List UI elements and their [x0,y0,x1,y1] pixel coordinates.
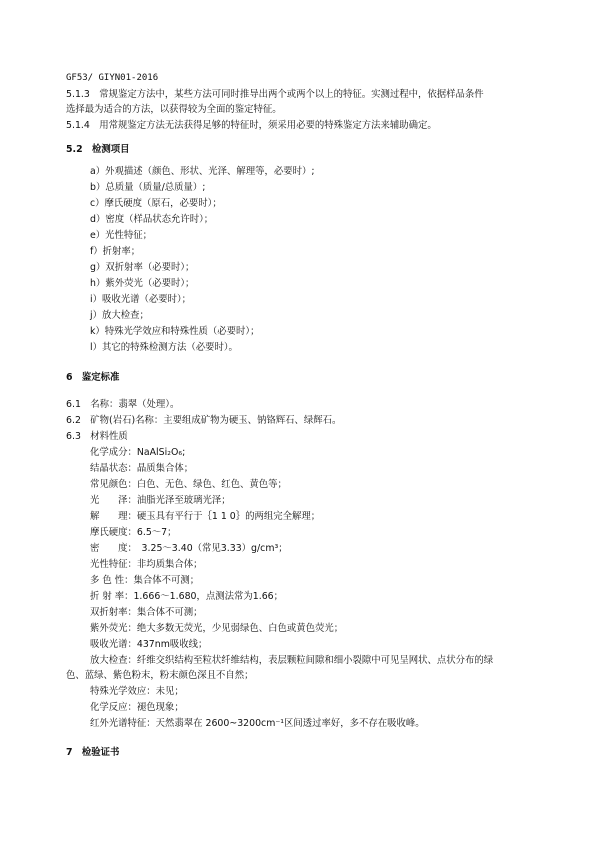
property-line: 光性特征：非均质集合体； [90,559,203,570]
property-line: 密 度： 3.25～3.40（常见3.33）g/cm³； [90,543,288,554]
property-line: 折 射 率：1.666～1.680，点测法常为1.66； [90,591,284,602]
property-line: 化学反应：褪色现象； [90,702,184,713]
property-line: 解 理：硬玉具有平行于｛1 1 0｝的两组完全解理； [90,511,321,522]
property-line: 光 泽：油脂光泽至玻璃光泽； [90,495,231,506]
para-5-1-3-line2: 选择最为适合的方法，以获得较为全面的鉴定特征。 [66,104,282,115]
list-item: b）总质量（质量/总质量）; [90,182,206,193]
property-line: 多 色 性：集合体不可测； [90,575,200,586]
property-line: 吸收光谱：437nm吸收线； [90,639,208,650]
heading-6: 6 鉴定标准 [66,372,120,383]
list-item: f）折射率； [90,246,141,257]
property-line: 摩氏硬度：6.5～7； [90,527,177,538]
list-item: i）吸收光谱（必要时）； [90,294,192,305]
list-item: a）外观描述（颜色、形状、光泽、解理等，必要时）; [90,166,315,177]
heading-6-3: 6.3 材料性质 [66,431,128,442]
property-line: 双折射率：集合体不可测； [90,607,203,618]
property-line: 特殊光学效应：未见； [90,686,184,697]
document-code: GF53/ GIYN01-2016 [66,73,159,83]
magnify-line1: 放大检查：纤维交织结构至粒状纤维结构，表层颗粒间隙和细小裂隙中可见呈网状、点状分布的绿 [90,655,494,666]
para-5-1-3-line1: 5.1.3 常规鉴定方法中，某些方法可同时推导出两个或两个以上的特征。实测过程中，依据样品条件 [66,89,484,100]
heading-5-2: 5.2 检测项目 [66,144,130,155]
property-line: 结晶状态：晶质集合体； [90,463,194,474]
property-line: 紫外荧光：绝大多数无荧光，少见弱绿色、白色或黄色荧光； [90,623,344,634]
para-6-2: 6.2 矿物(岩石)名称：主要组成矿物为硬玉、钠铬辉石、绿辉石。 [66,415,342,426]
para-6-1: 6.1 名称：翡翠（处理）。 [66,399,180,410]
property-line: 常见颜色：白色、无色、绿色、红色、黄色等； [90,479,287,490]
list-item: l）其它的特殊检测方法（必要时）。 [90,342,238,353]
property-line: 化学成分：NaAlSi₂O₆; [90,447,186,458]
property-line: 红外光谱特征：天然翡翠在 2600~3200cm⁻¹区间透过率好，多不存在吸收峰。 [90,718,425,729]
heading-7: 7 检验证书 [66,747,120,758]
list-item: d）密度（样品状态允许时）； [90,214,214,225]
list-item: j）放大检查； [90,310,149,321]
magnify-line2: 色、蓝绿、紫色粉末，粉末颜色深且不自然； [66,670,254,681]
list-item: c）摩氏硬度（原石，必要时）； [90,198,222,209]
list-item: g）双折射率（必要时）； [90,262,195,273]
list-item: k）特殊光学效应和特殊性质（必要时）； [90,326,260,337]
list-item: h）紫外荧光（必要时）； [90,278,195,289]
para-5-1-4: 5.1.4 用常规鉴定方法无法获得足够的特征时，须采用必要的特殊鉴定方法来辅助确定。 [66,120,437,131]
list-item: e）光性特征； [90,230,153,241]
